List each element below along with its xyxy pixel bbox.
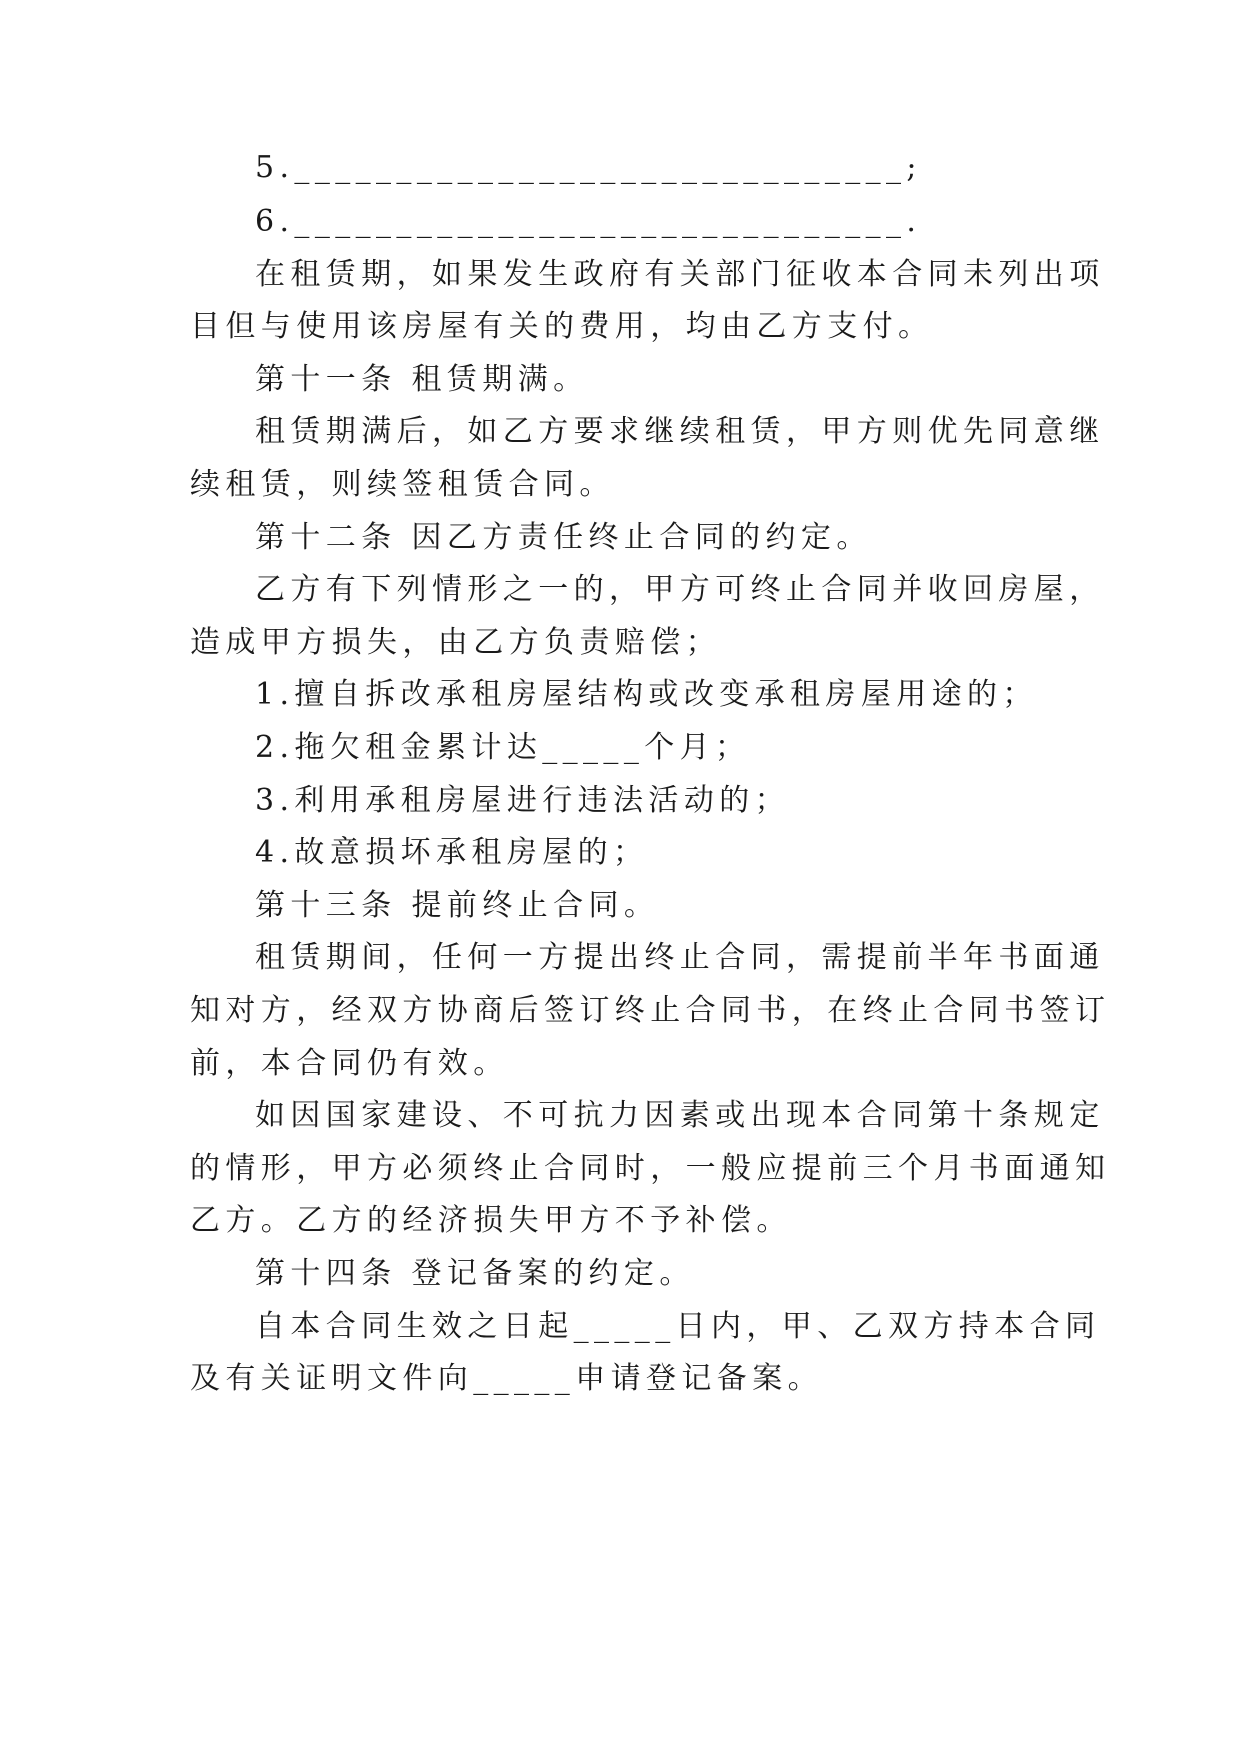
list-item-6: 6.______________________________. [255,204,922,239]
paragraph-line: 在租赁期，如果发生政府有关部门征收本合同未列出项 [255,257,1105,292]
paragraph-line: 租赁期满后，如乙方要求继续租赁，甲方则优先同意继 [255,414,1105,449]
paragraph-line: 租赁期间，任何一方提出终止合同，需提前半年书面通 [255,940,1105,975]
paragraph-line: 的情形，甲方必须终止合同时，一般应提前三个月书面通知 [190,1151,1111,1186]
list-item-1: 1.擅自拆改承租房屋结构或改变承租房屋用途的； [255,677,1038,712]
paragraph-line: 续租赁，则续签租赁合同。 [190,467,615,502]
paragraph-line: 乙方有下列情形之一的，甲方可终止合同并收回房屋， [255,572,1105,607]
list-item-3: 3.利用承租房屋进行违法活动的； [255,783,791,818]
paragraph-line: 造成甲方损失，由乙方负责赔偿； [190,625,721,660]
paragraph-line: 目但与使用该房屋有关的费用，均由乙方支付。 [190,309,934,344]
paragraph-line: 如因国家建设、不可抗力因素或出现本合同第十条规定 [255,1098,1105,1133]
article-heading-13: 第十三条 提前终止合同。 [255,888,660,923]
paragraph-line: 及有关证明文件向_____申请登记备案。 [190,1361,823,1396]
list-item-5: 5.______________________________; [255,150,922,185]
paragraph-line: 自本合同生效之日起_____日内，甲、乙双方持本合同 [255,1309,1101,1344]
list-item-4: 4.故意损坏承租房屋的； [255,835,649,870]
article-heading-14: 第十四条 登记备案的约定。 [255,1256,695,1291]
list-item-2: 2.拖欠租金累计达_____个月； [255,730,751,765]
paragraph-line: 乙方。乙方的经济损失甲方不予补偿。 [190,1203,792,1238]
article-heading-12: 第十二条 因乙方责任终止合同的约定。 [255,520,872,555]
paragraph-line: 前，本合同仍有效。 [190,1046,509,1081]
paragraph-line: 知对方，经双方协商后签订终止合同书，在终止合同书签订 [190,993,1111,1028]
article-heading-11: 第十一条 租赁期满。 [255,362,589,397]
